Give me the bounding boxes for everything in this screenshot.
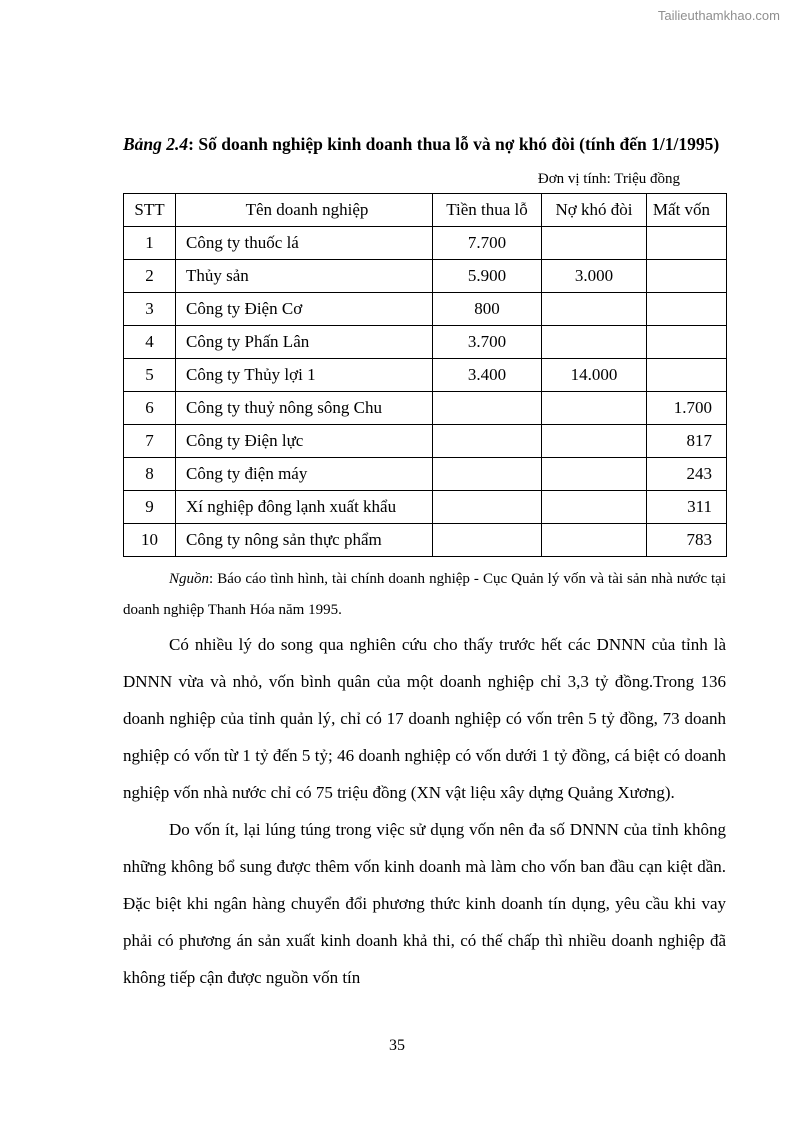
table-cell: [433, 458, 542, 491]
table-cell: Thủy sản: [176, 260, 433, 293]
table-cell: [647, 260, 727, 293]
table-cell: [542, 491, 647, 524]
table-cell: 9: [124, 491, 176, 524]
table-cell: 243: [647, 458, 727, 491]
column-header-stt: STT: [124, 194, 176, 227]
table-cell: [542, 227, 647, 260]
watermark: Tailieuthamkhao.com: [657, 8, 780, 23]
table-cell: 8: [124, 458, 176, 491]
table-cell: Công ty điện máy: [176, 458, 433, 491]
column-header-bad-debt: Nợ khó đòi: [542, 194, 647, 227]
table-cell: 817: [647, 425, 727, 458]
table-row: [124, 458, 727, 491]
table-cell: 1: [124, 227, 176, 260]
table-cell: 10: [124, 524, 176, 557]
table-cell: Công ty Phấn Lân: [176, 326, 433, 359]
unit-note: Đơn vị tính: Triệu đồng: [537, 171, 680, 187]
column-header-name: Tên doanh nghiệp: [176, 194, 433, 227]
table-cell: 5.900: [433, 260, 542, 293]
table-cell: [542, 458, 647, 491]
source-label: Nguồn: [169, 571, 210, 587]
table-cell: Công ty thuỷ nông sông Chu: [176, 392, 433, 425]
table-caption-label: Bảng 2.4: [123, 134, 189, 154]
table-cell: [433, 491, 542, 524]
table-cell: 14.000: [542, 359, 647, 392]
table-cell: 800: [433, 293, 542, 326]
table-cell: 783: [647, 524, 727, 557]
table-caption-text: : Số doanh nghiệp kinh doanh thua lỗ và nợ khó đòi (tính đến 1/1/1995): [188, 134, 720, 154]
column-header-lost-capital: Mất vốn: [647, 194, 727, 227]
table-caption: [123, 126, 726, 163]
table-cell: Công ty nông sản thực phẩm: [176, 524, 433, 557]
table-cell: 3.700: [433, 326, 542, 359]
table-cell: 3.400: [433, 359, 542, 392]
table-cell: 2: [124, 260, 176, 293]
source-note: [123, 564, 726, 626]
table-row: [124, 227, 727, 260]
table-cell: [647, 326, 727, 359]
table-row: [124, 524, 727, 557]
table-cell: [647, 359, 727, 392]
table-row: [124, 260, 727, 293]
table-cell: 6: [124, 392, 176, 425]
data-table: [123, 193, 727, 557]
table-row: [124, 425, 727, 458]
table-cell: [542, 425, 647, 458]
page-content: [123, 126, 726, 996]
table-cell: [542, 392, 647, 425]
table-cell: 4: [124, 326, 176, 359]
table-cell: 7: [124, 425, 176, 458]
table-row: [124, 359, 727, 392]
source-text: : Báo cáo tình hình, tài chính doanh nghiệp - Cục Quản lý vốn và tài sản nhà nước tại doanh nghiệp Thanh Hóa năm 1995.: [123, 571, 726, 618]
table-cell: [433, 425, 542, 458]
table-cell: [647, 293, 727, 326]
table-cell: Công ty Điện lực: [176, 425, 433, 458]
table-row: [124, 326, 727, 359]
table-cell: 5: [124, 359, 176, 392]
table-body: [124, 227, 727, 557]
table-cell: [542, 293, 647, 326]
table-row: [124, 491, 727, 524]
table-cell: Công ty Điện Cơ: [176, 293, 433, 326]
table-cell: 311: [647, 491, 727, 524]
table-cell: 3: [124, 293, 176, 326]
table-cell: [433, 524, 542, 557]
table-cell: [542, 326, 647, 359]
table-cell: Công ty thuốc lá: [176, 227, 433, 260]
table-cell: [433, 392, 542, 425]
table-cell: 1.700: [647, 392, 727, 425]
table-cell: [542, 524, 647, 557]
table-cell: 7.700: [433, 227, 542, 260]
paragraph-2: Do vốn ít, lại lúng túng trong việc sử dụng vốn nên đa số DNNN của tỉnh không những không bổ sung được thêm vốn kinh doanh mà làm cho vốn ban đầu cạn kiệt dần. Đặc biệt khi ngân hàng chuyển đổi phương thức kinh doanh tín dụng, yêu cầu khi vay phải có phương án sản xuất kinh doanh khả thi, có thế chấp thì nhiều doanh nghiệp đã không tiếp cận được nguồn vốn tín: [123, 820, 726, 987]
paragraph-1: Có nhiều lý do song qua nghiên cứu cho thấy trước hết các DNNN của tỉnh là DNNN vừa và nhỏ, vốn bình quân của một doanh nghiệp chỉ 3,3 tỷ đồng.Trong 136 doanh nghiệp của tỉnh quản lý, chỉ có 17 doanh nghiệp có vốn trên 5 tỷ đồng, 73 doanh nghiệp có vốn từ 1 tỷ đến 5 tỷ; 46 doanh nghiệp có vốn dưới 1 tỷ đồng, cá biệt có doanh nghiệp vốn nhà nước chỉ có 75 triệu đồng (XN vật liệu xây dựng Quảng Xương).: [123, 635, 726, 802]
table-header-row: [124, 194, 727, 227]
table-cell: Xí nghiệp đông lạnh xuất khẩu: [176, 491, 433, 524]
table-cell: [647, 227, 727, 260]
column-header-loss: Tiền thua lỗ: [433, 194, 542, 227]
table-row: [124, 293, 727, 326]
table-row: [124, 392, 727, 425]
table-cell: 3.000: [542, 260, 647, 293]
table-cell: Công ty Thủy lợi 1: [176, 359, 433, 392]
page-number: 35: [389, 1037, 405, 1054]
